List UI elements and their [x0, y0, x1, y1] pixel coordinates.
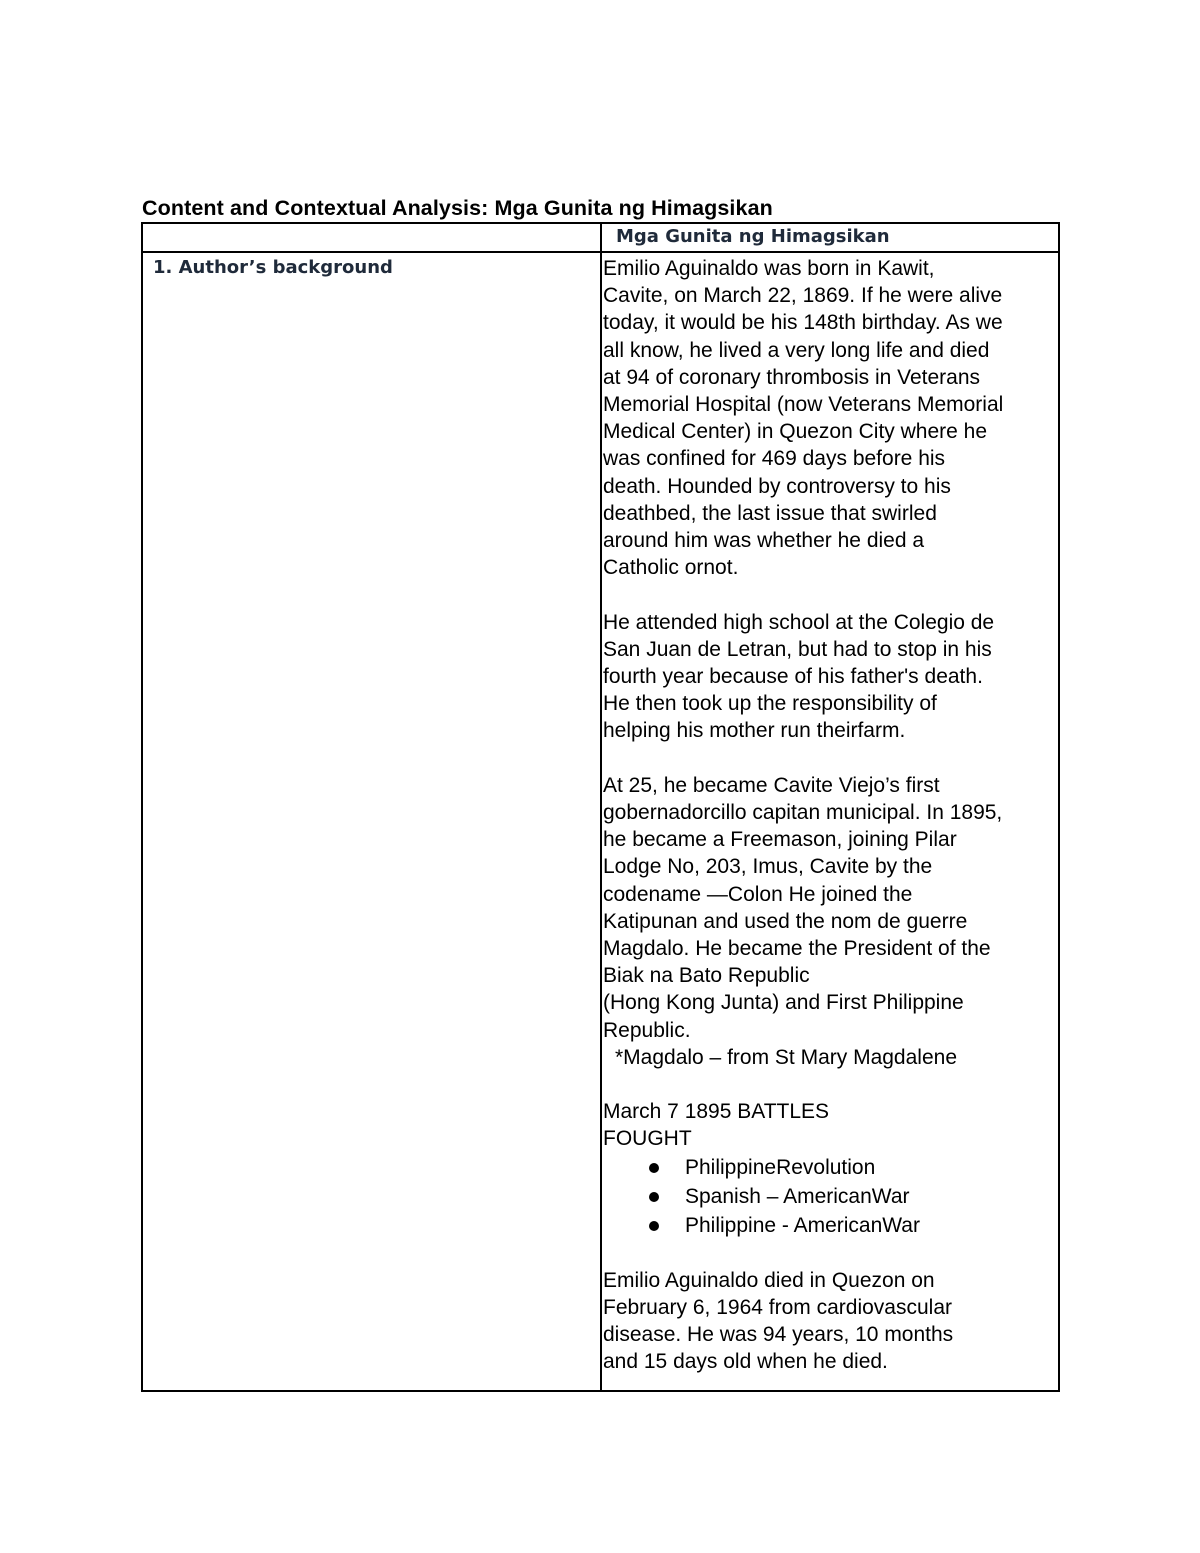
text-line: fourth year because of his father's death. [603, 665, 983, 689]
bullet-icon [649, 1163, 659, 1173]
paragraph-gap [603, 581, 1055, 608]
header-cell-title: Mga Gunita ng Himagsikan [616, 226, 890, 247]
text-line: February 6, 1964 from cardiovascular [603, 1296, 952, 1320]
text-line: deathbed, the last issue that swirled [603, 501, 937, 525]
text-line: Medical Center) in Quezon City where he [603, 420, 988, 444]
text-line: Catholic ornot. [603, 556, 739, 580]
bullet-icon [649, 1221, 659, 1231]
table-header-row [143, 224, 1058, 253]
list-item [603, 1182, 1055, 1211]
text-line: was confined for 469 days before his [603, 447, 946, 471]
paragraph-gap [603, 1071, 1055, 1098]
text-line: Republic. [603, 1018, 691, 1042]
text-line: Lodge No, 203, Imus, Cavite by the [603, 855, 933, 879]
text-line: Katipunan and used the nom de guerre [603, 909, 968, 933]
battles-heading-line-1: March 7 1895 BATTLES [603, 1100, 830, 1124]
text-line: Emilio Aguinaldo was born in Kawit, [603, 257, 935, 280]
analysis-table [141, 222, 1060, 1392]
text-line: around him was whether he died a [603, 529, 925, 553]
list-item [603, 1153, 1055, 1182]
document-title: Content and Contextual Analysis: Mga Gunita ng Himagsikan [142, 196, 773, 220]
text-line: Memorial Hospital (now Veterans Memorial [603, 393, 1004, 417]
text-line: gobernadorcillo capitan municipal. In 1895, [603, 801, 1003, 825]
text-line: He attended high school at the Colegio de [603, 610, 995, 634]
battles-heading-line-2: FOUGHT [603, 1127, 692, 1151]
author-background-content [603, 255, 1055, 1376]
battles-list [603, 1153, 1055, 1240]
paragraph-gap [603, 1240, 1055, 1267]
battle-name: PhilippineRevolution [685, 1155, 876, 1179]
text-line: San Juan de Letran, but had to stop in his [603, 637, 992, 661]
column-divider [600, 224, 602, 1390]
text-line: Biak na Bato Republic [603, 964, 810, 988]
text-line: He then took up the responsibility of [603, 692, 937, 716]
text-line: today, it would be his 148th birthday. As we [603, 311, 1003, 335]
text-line: At 25, he became Cavite Viejo’s first [603, 773, 940, 797]
text-line: death. Hounded by controversy to his [603, 474, 951, 498]
text-line: Magdalo. He became the President of the [603, 937, 991, 961]
row-label-author-background: 1. Author’s background [153, 257, 393, 278]
paragraph-gap [603, 745, 1055, 772]
text-line: (Hong Kong Junta) and First Philippine [603, 991, 964, 1015]
battle-name: Spanish – AmericanWar [685, 1184, 910, 1208]
text-line: codename ―Colon He joined the [603, 882, 913, 906]
bullet-icon [649, 1192, 659, 1202]
text-line: and 15 days old when he died. [603, 1350, 888, 1374]
text-line: Emilio Aguinaldo died in Quezon on [603, 1268, 935, 1292]
battle-name: Philippine - AmericanWar [685, 1213, 920, 1237]
list-item [603, 1211, 1055, 1240]
text-line: all know, he lived a very long life and died [603, 338, 990, 362]
magdalo-note: *Magdalo – from St Mary Magdalene [615, 1045, 957, 1069]
text-line: he became a Freemason, joining Pilar [603, 828, 957, 852]
text-line: disease. He was 94 years, 10 months [603, 1323, 954, 1347]
text-line: helping his mother run theirfarm. [603, 719, 906, 743]
text-line: at 94 of coronary thrombosis in Veterans [603, 365, 981, 389]
text-line: Cavite, on March 22, 1869. If he were alive [603, 284, 1003, 308]
